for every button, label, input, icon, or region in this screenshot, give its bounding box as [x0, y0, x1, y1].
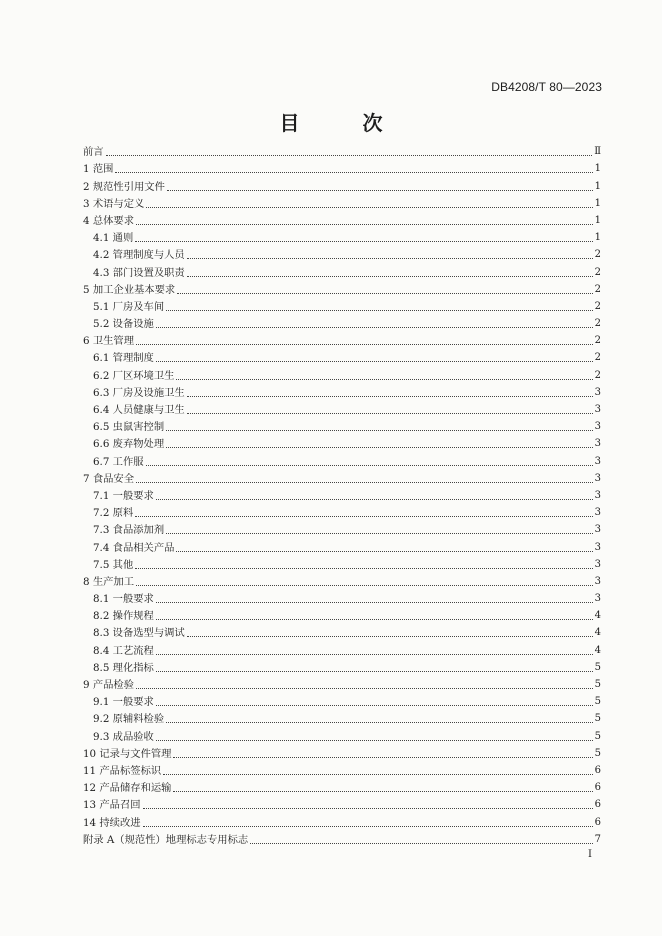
- toc-entry-label: 6.2 厂区环境卫生: [93, 369, 175, 382]
- toc-entry-page: 6: [594, 764, 601, 776]
- toc-entry-page: 5: [594, 679, 601, 690]
- toc-entry-page: 3: [594, 524, 601, 536]
- toc-leader-dots: [136, 584, 593, 586]
- toc-entry[interactable]: [83, 794, 601, 811]
- toc-entry-label: 12 产品储存和运输: [83, 782, 172, 795]
- toc-entry[interactable]: [83, 674, 601, 691]
- toc-entry[interactable]: [83, 261, 601, 278]
- toc-entry-label: 13 产品召回: [83, 799, 141, 812]
- toc-entry-page: 3: [594, 507, 601, 519]
- toc-leader-dots: [166, 532, 592, 534]
- toc-entry-page: 3: [594, 404, 601, 415]
- toc-entry-page: 6: [594, 799, 601, 811]
- toc-entry-page: 5: [594, 713, 601, 725]
- toc-leader-dots: [156, 326, 593, 328]
- toc-entry[interactable]: [83, 639, 601, 656]
- toc-leader-dots: [187, 412, 593, 414]
- toc-leader-dots: [143, 825, 593, 827]
- toc-leader-dots: [166, 309, 592, 311]
- toc-entry[interactable]: [83, 450, 601, 467]
- toc-entry-label: 8.5 理化指标: [93, 661, 154, 674]
- toc-entry-page: 3: [594, 421, 601, 433]
- toc-entry-label: 3 术语与定义: [83, 197, 145, 210]
- toc-leader-dots: [187, 257, 593, 259]
- toc-entry-page: 2: [594, 318, 601, 330]
- toc-entry[interactable]: [83, 364, 601, 381]
- toc-entry[interactable]: [83, 244, 601, 261]
- toc-entry-page: 2: [594, 335, 601, 347]
- toc-entry-page: 5: [594, 696, 601, 708]
- toc-entry-page: 3: [594, 593, 601, 605]
- toc-entry-page: 3: [594, 575, 601, 587]
- toc-entry-page: 2: [594, 266, 601, 278]
- toc-entry-page: 3: [594, 541, 601, 553]
- toc-leader-dots: [143, 807, 593, 809]
- toc-leader-dots: [136, 223, 593, 225]
- toc-entry[interactable]: [83, 210, 601, 227]
- toc-entry-page: 2: [594, 249, 601, 261]
- toc-leader-dots: [136, 687, 593, 689]
- toc-entry-page: Ⅱ: [594, 146, 601, 158]
- toc-entry-label: 4 总体要求: [83, 214, 135, 227]
- toc-entry-page: 6: [594, 782, 601, 794]
- toc-entry-page: 2: [594, 283, 601, 295]
- toc-entry[interactable]: [83, 588, 601, 605]
- toc-entry-page: 4: [594, 627, 601, 639]
- toc-entry-page: 3: [594, 455, 601, 467]
- toc-entry-page: 5: [594, 730, 601, 742]
- toc-entry[interactable]: [83, 708, 601, 725]
- toc-entry[interactable]: [83, 158, 601, 175]
- toc-entry[interactable]: [83, 571, 601, 588]
- toc-entry-page: 3: [594, 386, 601, 398]
- toc-leader-dots: [167, 189, 593, 191]
- toc-entry-label: 6.3 厂房及设施卫生: [93, 386, 185, 399]
- toc-entry-label: 8.2 操作规程: [93, 610, 154, 623]
- toc-leader-dots: [173, 790, 592, 792]
- toc-entry-page: 5: [594, 661, 601, 673]
- toc-entry-label: 6.1 管理制度: [93, 352, 154, 365]
- toc-entry[interactable]: [83, 279, 601, 296]
- toc-entry-label: 8 生产加工: [83, 575, 135, 588]
- toc-leader-dots: [156, 670, 593, 672]
- toc-leader-dots: [136, 481, 593, 483]
- toc-leader-dots: [173, 756, 592, 758]
- toc-leader-dots: [135, 515, 592, 517]
- toc-entry[interactable]: [83, 536, 601, 553]
- toc-entry[interactable]: [83, 554, 601, 571]
- toc-entry-page: 1: [594, 197, 601, 209]
- toc-entry[interactable]: [83, 296, 601, 313]
- toc-leader-dots: [187, 275, 593, 277]
- toc-entry-label: 7.4 食品相关产品: [93, 541, 175, 554]
- toc-leader-dots: [156, 360, 593, 362]
- toc-entry-page: 1: [594, 214, 601, 226]
- toc-entry-page: 3: [594, 558, 601, 570]
- toc-entry-label: 5.2 设备设施: [93, 318, 154, 331]
- toc-leader-dots: [156, 601, 593, 603]
- toc-leader-dots: [156, 704, 593, 706]
- toc-entry[interactable]: [83, 829, 601, 846]
- toc-entry-label: 4.3 部门设置及职责: [93, 266, 185, 279]
- page-number: I: [588, 849, 592, 860]
- toc-leader-dots: [177, 292, 592, 294]
- toc-entry-label: 7.2 原料: [93, 507, 134, 520]
- toc-leader-dots: [156, 739, 593, 741]
- document-code: DB4208/T 80—2023: [491, 80, 602, 94]
- toc-entry[interactable]: [83, 416, 601, 433]
- toc-entry-label: 9.3 成品验收: [93, 730, 154, 743]
- toc-entry-label: 9.2 原辅料检验: [93, 713, 165, 726]
- toc-leader-dots: [156, 653, 593, 655]
- toc-leader-dots: [176, 378, 592, 380]
- toc-leader-dots: [156, 618, 593, 620]
- toc-entry-label: 7.5 其他: [93, 558, 134, 571]
- toc-entry-label: 4.1 通则: [93, 232, 134, 245]
- toc-entry[interactable]: [83, 313, 601, 330]
- toc-leader-dots: [135, 240, 592, 242]
- toc-entry[interactable]: [83, 485, 601, 502]
- toc-entry-label: 附录 A（规范性）地理标志专用标志: [83, 833, 249, 846]
- toc-entry[interactable]: [83, 743, 601, 760]
- toc-entry-label: 2 规范性引用文件: [83, 180, 165, 193]
- toc-entry-page: 4: [594, 610, 601, 622]
- toc-entry[interactable]: [83, 502, 601, 519]
- toc-entry[interactable]: [83, 622, 601, 639]
- toc-entry-page: 2: [594, 369, 601, 381]
- page-title: 目 次: [279, 111, 411, 135]
- toc-entry-page: 3: [594, 438, 601, 450]
- toc-entry-page: 2: [594, 300, 601, 312]
- toc-entry[interactable]: [83, 468, 601, 485]
- toc-leader-dots: [136, 343, 593, 345]
- toc-entry-page: 1: [594, 232, 601, 244]
- toc-leader-dots: [146, 464, 593, 466]
- toc-entry[interactable]: [83, 691, 601, 708]
- toc-entry[interactable]: [83, 519, 601, 536]
- toc-entry-label: 1 范围: [83, 163, 114, 176]
- toc-entry-page: 3: [594, 489, 601, 501]
- toc-leader-dots: [176, 550, 592, 552]
- toc-leader-dots: [146, 206, 592, 208]
- toc-entry-page: 4: [594, 644, 601, 656]
- toc-entry-label: 8.1 一般要求: [93, 593, 154, 606]
- toc-entry-label: 6.7 工作服: [93, 455, 144, 468]
- toc-entry-page: 7: [594, 833, 601, 845]
- table-of-contents: [83, 141, 601, 846]
- toc-entry[interactable]: [83, 605, 601, 622]
- toc-leader-dots: [156, 498, 593, 500]
- toc-leader-dots: [135, 567, 592, 569]
- toc-entry-label: 6 卫生管理: [83, 335, 135, 348]
- toc-entry[interactable]: [83, 433, 601, 450]
- toc-entry-label: 4.2 管理制度与人员: [93, 249, 185, 262]
- toc-leader-dots: [166, 446, 592, 448]
- toc-leader-dots: [106, 154, 593, 156]
- toc-entry-label: 6.6 废弃物处理: [93, 438, 165, 451]
- toc-entry-label: 11 产品标签标识: [83, 764, 162, 777]
- toc-entry[interactable]: [83, 760, 601, 777]
- toc-leader-dots: [115, 171, 592, 173]
- toc-entry-label: 7.3 食品添加剂: [93, 524, 165, 537]
- toc-entry-label: 5.1 厂房及车间: [93, 300, 165, 313]
- toc-entry[interactable]: [83, 141, 601, 158]
- toc-entry-label: 5 加工企业基本要求: [83, 283, 176, 296]
- toc-leader-dots: [187, 395, 593, 397]
- toc-entry[interactable]: [83, 657, 601, 674]
- toc-entry[interactable]: [83, 347, 601, 364]
- toc-entry-label: 10 记录与文件管理: [83, 747, 172, 760]
- toc-entry-label: 9.1 一般要求: [93, 696, 154, 709]
- toc-entry-page: 1: [594, 180, 601, 192]
- toc-entry-label: 7 食品安全: [83, 472, 135, 485]
- toc-entry-page: 1: [594, 163, 601, 175]
- toc-entry-page: 5: [594, 747, 601, 759]
- toc-entry-page: 2: [594, 352, 601, 364]
- toc-entry[interactable]: [83, 399, 601, 416]
- toc-leader-dots: [166, 429, 592, 431]
- toc-entry-label: 6.4 人员健康与卫生: [93, 404, 185, 416]
- toc-entry-page: 3: [594, 472, 601, 484]
- toc-leader-dots: [163, 773, 592, 775]
- toc-entry-page: 6: [594, 816, 601, 828]
- toc-entry[interactable]: [83, 811, 601, 828]
- toc-leader-dots: [187, 635, 593, 637]
- toc-leader-dots: [250, 842, 592, 844]
- toc-entry-label: 14 持续改进: [83, 816, 141, 829]
- toc-entry[interactable]: [83, 725, 601, 742]
- toc-entry[interactable]: [83, 777, 601, 794]
- toc-entry[interactable]: [83, 175, 601, 192]
- toc-entry[interactable]: [83, 330, 601, 347]
- toc-entry[interactable]: [83, 227, 601, 244]
- toc-entry-label: 8.4 工艺流程: [93, 644, 154, 657]
- toc-entry[interactable]: [83, 382, 601, 399]
- toc-entry-label: 前言: [83, 146, 104, 159]
- toc-entry-label: 8.3 设备选型与调试: [93, 627, 185, 640]
- toc-entry-label: 9 产品检验: [83, 679, 135, 691]
- toc-leader-dots: [166, 721, 592, 723]
- toc-entry[interactable]: [83, 193, 601, 210]
- toc-entry-label: 6.5 虫鼠害控制: [93, 421, 165, 434]
- toc-entry-label: 7.1 一般要求: [93, 489, 154, 502]
